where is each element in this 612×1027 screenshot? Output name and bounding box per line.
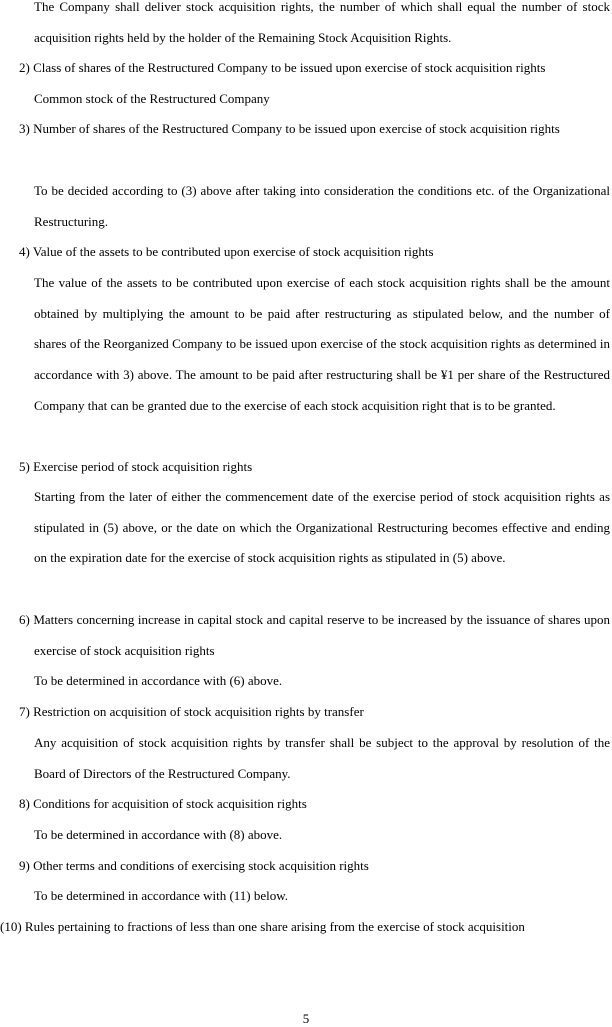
item-9-body: To be determined in accordance with (11) below.	[34, 888, 289, 903]
item-7-body: Any acquisition of stock acquisition rights by transfer shall be subject to the approval by resolution of the Board of Directors of the Restructured Company.	[34, 735, 610, 781]
item-6-heading: 6) Matters concerning increase in capital stock and capital reserve to be increased by the issuance of shares upon exercise of stock acquisition rights	[19, 612, 610, 658]
paragraph-deliver-rights: The Company shall deliver stock acquisition rights, the number of which shall equal the number of stock acquisition rights held by the holder of the Remaining Stock Acquisition Rights.	[34, 0, 610, 45]
item-2-heading: 2) Class of shares of the Restructured Company to be issued upon exercise of stock acquisition rights	[19, 60, 546, 75]
item-4-body: The value of the assets to be contributed upon exercise of each stock acquisition rights shall be the amount obtained by multiplying the amount to be paid after restructuring as stipulated below, and the number of shares of the Reorganized Company to be issued upon exercise of the stock acquisition rights as determined in accordance with 3) above. The amount to be paid after restructuring shall be ¥1 per share of the Restructured Company that can be granted due to the exercise of each stock acquisition right that is to be granted.	[34, 275, 610, 413]
item-3-body: To be decided according to (3) above after taking into consideration the conditions etc. of the Organizational Restructuring.	[34, 183, 610, 229]
item-9-heading: 9) Other terms and conditions of exercising stock acquisition rights	[19, 858, 369, 873]
section-10-heading: (10) Rules pertaining to fractions of less than one share arising from the exercise of stock acquisition	[0, 919, 525, 934]
item-4-heading: 4) Value of the assets to be contributed upon exercise of stock acquisition rights	[19, 244, 434, 259]
item-3-heading: 3) Number of shares of the Restructured Company to be issued upon exercise of stock acquisition rights	[19, 121, 560, 136]
item-5-body: Starting from the later of either the commencement date of the exercise period of stock acquisition rights as stipulated in (5) above, or the date on which the Organizational Restructuring becomes effective and ending on the expiration date for the exercise of stock acquisition rights as stipulated in (5) above.	[34, 489, 610, 566]
page-number: 5	[302, 1011, 310, 1026]
item-8-heading: 8) Conditions for acquisition of stock acquisition rights	[19, 796, 307, 811]
item-5-heading: 5) Exercise period of stock acquisition rights	[19, 459, 253, 474]
item-2-body: Common stock of the Restructured Company	[34, 91, 270, 106]
item-6-body: To be determined in accordance with (6) above.	[34, 673, 283, 688]
item-8-body: To be determined in accordance with (8) above.	[34, 827, 283, 842]
item-7-heading: 7) Restriction on acquisition of stock acquisition rights by transfer	[19, 704, 364, 719]
